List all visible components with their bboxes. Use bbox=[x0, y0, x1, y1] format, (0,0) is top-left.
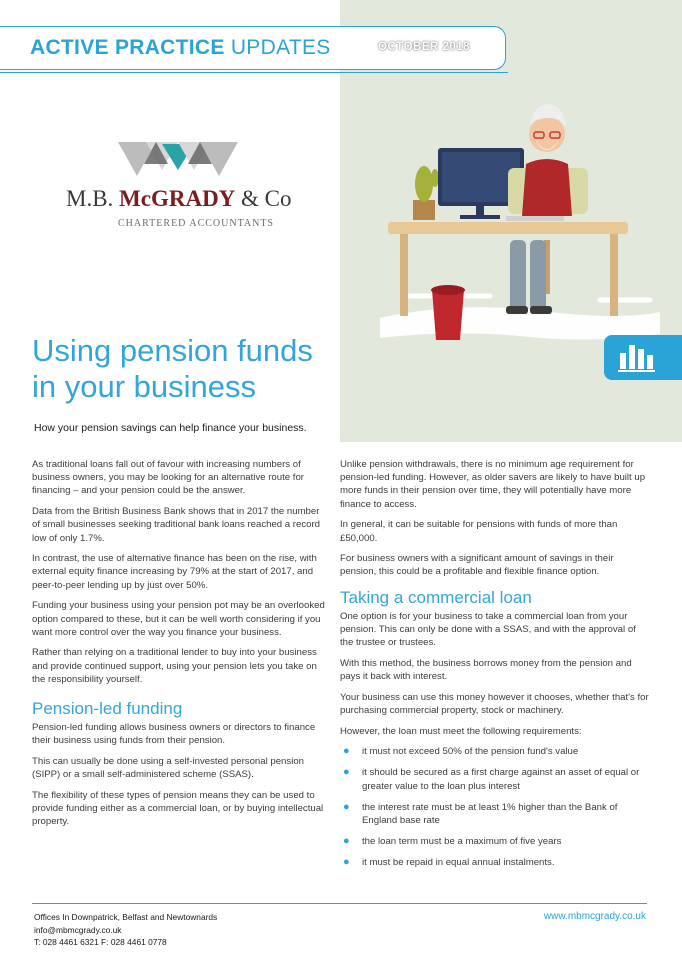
paragraph: Rather than relying on a traditional lender to buy into your business and provide continued support, using your pension lets you take on the responsibility yourself. bbox=[32, 647, 317, 685]
headline-line-2: in your business bbox=[32, 369, 257, 404]
list-item: ● the interest rate must be at least 1% higher than the Bank of England base rate bbox=[343, 800, 618, 827]
headline-line-1: Using pension funds bbox=[32, 333, 313, 368]
paragraph: This can usually be done using a self-invested personal pension (SIPP) or a small self-administered scheme (SSAS). bbox=[32, 755, 304, 781]
company-subtitle: CHARTERED ACCOUNTANTS bbox=[118, 218, 274, 229]
header-banner bbox=[0, 26, 506, 70]
list-item: ● it must be repaid in equal annual instalments. bbox=[343, 856, 555, 869]
paragraph: The flexibility of these types of pension means they can be used to provide funding either as a commercial loan, or by buying intellectual property. bbox=[32, 789, 324, 828]
requirements-list bbox=[340, 745, 650, 869]
footer-email-link[interactable]: info@mbmcgrady.co.uk bbox=[34, 924, 122, 935]
paragraph: In general, it can be suitable for pensions with funds of more than £50,000. bbox=[340, 519, 618, 544]
header-rule bbox=[0, 72, 508, 73]
bar-chart-icon bbox=[604, 335, 682, 380]
footer-offices: Offices In Downpatrick, Belfast and Newtownards bbox=[34, 912, 218, 922]
newsletter-title: ACTIVE PRACTICE UPDATES bbox=[30, 36, 331, 59]
bullet-dot-icon: ● bbox=[343, 745, 350, 758]
issue-date: OCTOBER 2018 bbox=[378, 41, 471, 53]
bullet-dot-icon: ● bbox=[343, 766, 350, 779]
list-item: ● it must not exceed 50% of the pension fund's value bbox=[343, 745, 579, 758]
bullet-dot-icon: ● bbox=[343, 835, 350, 848]
paragraph: However, the loan must meet the following requirements: bbox=[340, 725, 582, 737]
paragraph: Unlike pension withdrawals, there is no minimum age requirement for pension-led funding. However, as older savers are likely to have built up more funds in their pension over time, they will potentially have more finance to access. bbox=[340, 459, 646, 510]
paragraph: Pension-led funding allows business owners or directors to finance their business using funds from their pension. bbox=[32, 722, 316, 747]
paragraph: One option is for your business to take a commercial loan from your pension. This can only be done with a SSAS, and with the approval of the trustee or trustees. bbox=[340, 610, 636, 649]
list-item: ● it should be secured as a first charge against an asset of equal or greater value to the loan plus interest bbox=[343, 766, 640, 792]
footer-website-link[interactable]: www.mbmcgrady.co.uk bbox=[543, 911, 646, 922]
paragraph: With this method, the business borrows money from the pension and pays it back with interest. bbox=[340, 657, 632, 682]
paragraph: In contrast, the use of alternative finance has been on the rise, with external equity finance increasing by 79% at the start of 2017, and peer-to-peer lending up by just over 50%. bbox=[32, 553, 317, 591]
paragraph: Your business can use this money however it chooses, whether that's for purchasing commercial property, stock or machinery. bbox=[340, 691, 649, 716]
article-subheading: How your pension savings can help finance your business. bbox=[34, 422, 307, 434]
footer-rule bbox=[32, 903, 647, 904]
bullet-dot-icon: ● bbox=[343, 800, 350, 813]
footer-phone: T: 028 4461 6321 F: 028 4461 0778 bbox=[34, 937, 167, 947]
company-logo-mark bbox=[116, 140, 240, 178]
section-heading-commercial-loan: Taking a commercial loan bbox=[340, 587, 532, 607]
left-column bbox=[32, 458, 328, 836]
right-column bbox=[340, 458, 650, 878]
article-headline bbox=[32, 333, 332, 405]
stats-tab bbox=[604, 335, 682, 380]
footer-contact bbox=[34, 911, 217, 949]
paragraph: For business owners with a significant amount of savings in their pension, this could be a profitable and flexible finance option. bbox=[340, 553, 614, 578]
company-name: M.B. McGRADY & Co bbox=[66, 186, 292, 211]
paragraph: Funding your business using your pension pot may be an overlooked option compared to these, but it can be well worth considering if you want more control over the way you finance your business. bbox=[32, 600, 325, 638]
paragraph: As traditional loans fall out of favour with increasing numbers of business owners, you may be looking for an alternative route for financing – and your pension could be the answer. bbox=[32, 459, 304, 497]
bullet-dot-icon: ● bbox=[343, 856, 350, 869]
section-heading-pension-led: Pension-led funding bbox=[32, 699, 183, 719]
paragraph: Data from the British Business Bank shows that in 2017 the number of small businesses seeking traditional bank loans reached a record low of only 1.7%. bbox=[32, 506, 320, 544]
list-item: ● the loan term must be a maximum of five years bbox=[343, 835, 562, 848]
